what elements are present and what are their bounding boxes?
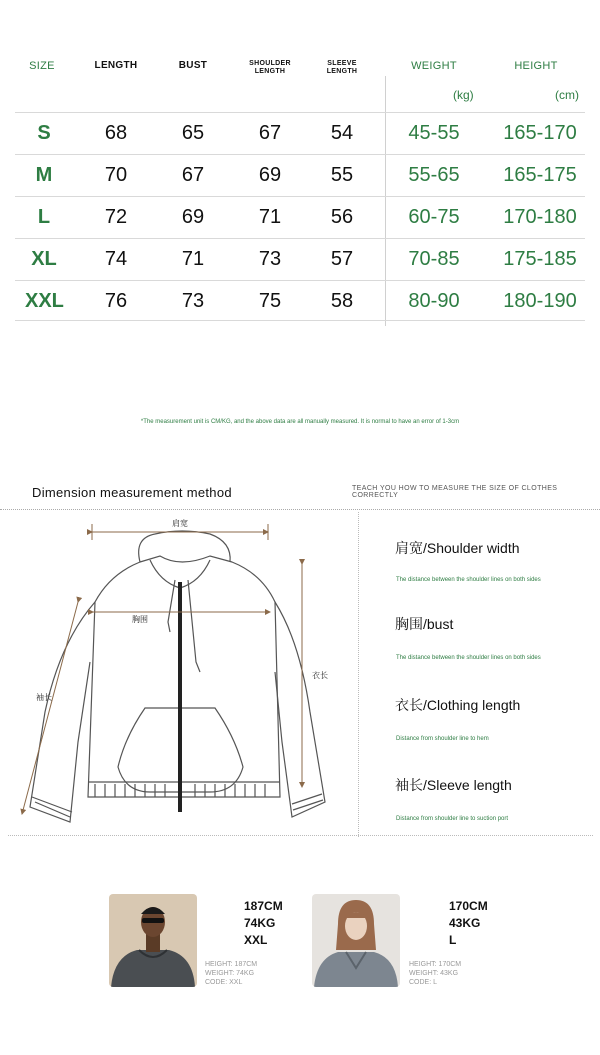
method-label-shoulder: 肩宽/Shoulder width — [395, 540, 520, 556]
header-shoulder-line1: SHOULDER — [249, 60, 291, 67]
diagram-label-sleeve: 袖长 — [36, 693, 52, 702]
cell-length: 70 — [104, 164, 128, 186]
cell-length: 74 — [104, 248, 128, 270]
method-desc-shoulder: The distance between the shoulder lines on both sides — [396, 577, 541, 583]
table-bottom-line — [15, 320, 585, 321]
model-female-weight: 43KG — [449, 916, 481, 930]
cell-sleeve: 57 — [330, 248, 354, 270]
method-label-bust: 胸围/bust — [395, 616, 454, 632]
cell-size: M — [35, 164, 53, 186]
header-shoulder-line2: LENGTH — [254, 68, 286, 75]
method-desc-sleeve: Distance from shoulder line to suction port — [396, 816, 509, 822]
diagram-label-shoulder: 肩宽 — [172, 519, 188, 528]
model-male-detail-weight: WEIGHT: 74KG — [205, 970, 255, 977]
method-desc-bust: The distance between the shoulder lines on both sides — [396, 655, 541, 661]
cell-length: 72 — [104, 206, 128, 228]
method-label-length: 衣长/Clothing length — [395, 697, 521, 713]
model-male-detail-code: CODE: XXL — [205, 979, 243, 986]
header-size: SIZE — [29, 60, 55, 72]
header-sleeve-line2: LENGTH — [326, 68, 358, 75]
cell-size: XL — [31, 248, 57, 270]
header-sleeve-line1: SLEEVE — [327, 60, 357, 67]
cell-shoulder: 67 — [258, 122, 282, 144]
model-female-stats — [449, 898, 488, 949]
header-length: LENGTH — [94, 60, 138, 71]
method-title: Dimension measurement method — [32, 485, 232, 500]
header-sleeve — [315, 60, 369, 76]
cell-bust: 71 — [181, 248, 205, 270]
model-male-height: 187CM — [244, 899, 283, 913]
cell-shoulder: 71 — [258, 206, 282, 228]
weight-unit: (kg) — [453, 88, 474, 102]
cell-size: L — [37, 206, 51, 228]
cell-bust: 69 — [181, 206, 205, 228]
height-unit: (cm) — [555, 88, 579, 102]
measurement-lines — [22, 524, 302, 814]
vertical-divider — [358, 512, 359, 837]
size-row — [15, 238, 585, 280]
model-female-height: 170CM — [449, 899, 488, 913]
cell-sleeve: 55 — [330, 164, 354, 186]
header-weight: WEIGHT — [411, 60, 457, 72]
cell-size: S — [37, 122, 51, 144]
cell-shoulder: 69 — [258, 164, 282, 186]
cell-length: 76 — [104, 290, 128, 312]
header-bust: BUST — [178, 60, 208, 71]
cell-weight: 70-85 — [408, 248, 460, 270]
cell-shoulder: 75 — [258, 290, 282, 312]
cell-weight: 60-75 — [408, 206, 460, 228]
measurement-note: *The measurement unit is CM/KG, and the above data are all manually measured. It is normal to have an error of 1-3cm — [140, 419, 460, 425]
model-male-stats — [244, 898, 283, 949]
diagram-label-bust: 胸围 — [132, 615, 148, 624]
size-row — [15, 280, 585, 322]
model-male-size: XXL — [244, 933, 268, 947]
cell-height: 180-190 — [503, 290, 577, 312]
cell-height: 170-180 — [503, 206, 577, 228]
model-male-detail-height: HEIGHT: 187CM — [205, 961, 258, 968]
cell-size: XXL — [25, 290, 64, 312]
method-label-sleeve: 袖长/Sleeve length — [395, 777, 512, 793]
model-female-details — [409, 960, 461, 987]
size-row — [15, 154, 585, 196]
cell-bust: 65 — [181, 122, 205, 144]
hoodie-outline — [30, 531, 325, 822]
model-female-detail-height: HEIGHT: 170CM — [409, 961, 462, 968]
size-row — [15, 112, 585, 154]
model-photo-female — [312, 894, 400, 987]
model-male-weight: 74KG — [244, 916, 276, 930]
cell-bust: 73 — [181, 290, 205, 312]
cell-height: 165-170 — [503, 122, 577, 144]
section-divider — [0, 509, 600, 510]
cell-sleeve: 58 — [330, 290, 354, 312]
cell-weight: 55-65 — [408, 164, 460, 186]
method-subtitle: TEACH YOU HOW TO MEASURE THE SIZE OF CLOTHES CORRECTLY — [352, 485, 558, 499]
model-female-detail-weight: WEIGHT: 43KG — [409, 970, 459, 977]
header-shoulder — [240, 60, 300, 76]
cell-bust: 67 — [181, 164, 205, 186]
cell-height: 175-185 — [503, 248, 577, 270]
cell-sleeve: 56 — [330, 206, 354, 228]
cell-sleeve: 54 — [330, 122, 354, 144]
hoodie-diagram — [0, 512, 355, 837]
method-desc-length: Distance from shoulder line to hem — [396, 736, 489, 742]
cell-weight: 45-55 — [408, 122, 460, 144]
cell-weight: 80-90 — [408, 290, 460, 312]
cell-height: 165-175 — [503, 164, 577, 186]
cell-length: 68 — [104, 122, 128, 144]
size-row — [15, 196, 585, 238]
cell-shoulder: 73 — [258, 248, 282, 270]
model-male-details — [205, 960, 257, 987]
diagram-label-length: 衣长 — [312, 671, 328, 680]
model-female-size: L — [449, 933, 457, 947]
header-height: HEIGHT — [514, 60, 558, 72]
model-female-detail-code: CODE: L — [409, 979, 438, 986]
model-photo-male — [109, 894, 197, 987]
